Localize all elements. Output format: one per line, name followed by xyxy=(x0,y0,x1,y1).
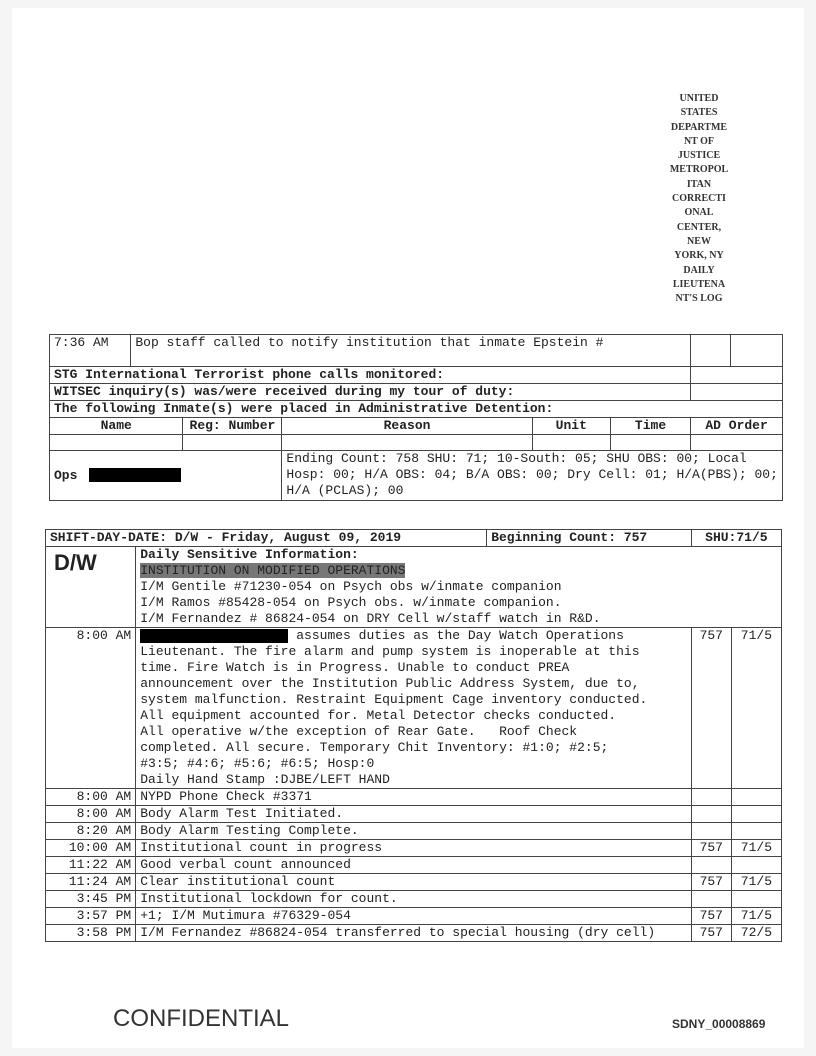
entry-count xyxy=(691,857,731,874)
entry-text: Body Alarm Test Initiated. xyxy=(136,806,692,823)
entry-text: NYPD Phone Check #3371 xyxy=(136,789,692,806)
entry-count: 757 xyxy=(691,908,731,925)
sensitive-line: I/M Ramos #85428-054 on Psych obs. w/inmate companion. xyxy=(140,595,562,610)
entry-shu: 71/5 xyxy=(731,908,781,925)
notice-time: 7:36 AM xyxy=(50,335,131,367)
modified-ops-highlight: INSTITUTION ON MODIFIED OPERATIONS xyxy=(140,563,406,578)
shift-day-date: SHIFT-DAY-DATE: D/W - Friday, August 09, 2019 xyxy=(46,530,487,547)
header-line: CENTER, xyxy=(676,221,722,233)
entry-shu: 71/5 xyxy=(731,840,781,857)
col-name: Name xyxy=(50,418,183,435)
table-row xyxy=(46,908,782,925)
table-row xyxy=(46,789,782,806)
table-row xyxy=(46,823,782,840)
ending-count: Ending Count: 758 SHU: 71; 10-South: 05; SHU OBS: 00; Local Hosp: 00; H/A OBS: 04; B/A OBS: 00; Dry Cell: 01; H/A(PBS); 00; H/A (PCLAS); 00 xyxy=(282,451,783,501)
entry-count: 757 xyxy=(691,628,731,789)
sensitive-title: Daily Sensitive Information: xyxy=(140,547,359,562)
entry-text: I/M Fernandez #86824-054 transferred to special housing (dry cell) xyxy=(136,925,692,942)
entry-shu xyxy=(731,823,781,840)
bates-number: SDNY_00008869 xyxy=(672,1017,766,1031)
notification-table xyxy=(49,334,783,501)
entry-time: 8:00 AM xyxy=(46,628,136,789)
entry-count: 757 xyxy=(691,840,731,857)
table-row xyxy=(46,840,782,857)
header-line: DEPARTME xyxy=(670,121,728,133)
entry-text: Institutional count in progress xyxy=(136,840,692,857)
entry-time: 3:58 PM xyxy=(46,925,136,942)
ops-label: Ops xyxy=(54,467,78,483)
header-line: UNITED xyxy=(679,93,719,104)
entry-time: 3:45 PM xyxy=(46,891,136,908)
entry-text: Body Alarm Testing Complete. xyxy=(136,823,692,840)
entry-text: assumes duties as the Day Watch Operations Lieutenant. The fire alarm and pump system is inoperable at this time. Fire Watch is in Progress. Unable to conduct PREA announcement over the Institution Public Address System, due to, system malfunction. Restraint Equipment Cage inventory conducted. All equipment accounted for. Metal Detector checks conducted. All operative w/the exception of Rear Gate. Roof Check completed. All secure. Temporary Chit Inventory: #1:0; #2:5; #3:5; #4:6; #5:6; #6:5; Hosp:0 Daily Hand Stamp :DJBE/LEFT HAND xyxy=(136,628,692,789)
entry-time: 11:22 AM xyxy=(46,857,136,874)
witsec-label: WITSEC inquiry(s) was/were received during my tour of duty: xyxy=(50,384,691,401)
notice-text: Bop staff called to notify institution that inmate Epstein # xyxy=(131,335,691,367)
header-line: DAILY xyxy=(683,264,715,276)
sensitive-info xyxy=(136,547,782,628)
header-line: METROPOL xyxy=(669,164,729,176)
entry-time: 10:00 AM xyxy=(46,840,136,857)
entry-time: 8:00 AM xyxy=(46,806,136,823)
entry-count xyxy=(691,806,731,823)
header-line: NEW xyxy=(687,235,711,247)
dw-label: D/W xyxy=(54,550,97,575)
header-line: ITAN xyxy=(686,178,712,190)
entry-time: 11:24 AM xyxy=(46,874,136,891)
header-line: YORK, NY xyxy=(674,250,724,262)
header-line: CORRECTI xyxy=(672,193,726,205)
entry-count: 757 xyxy=(691,925,731,942)
beginning-count: Beginning Count: 757 xyxy=(487,530,692,547)
table-row xyxy=(46,806,782,823)
entry-time: 8:00 AM xyxy=(46,789,136,806)
entry-shu: 72/5 xyxy=(731,925,781,942)
entry-shu xyxy=(731,857,781,874)
entry-count xyxy=(691,789,731,806)
entry-shu: 71/5 xyxy=(731,874,781,891)
table-row xyxy=(46,891,782,908)
header-line: ONAL xyxy=(684,207,714,219)
entry-time: 8:20 AM xyxy=(46,823,136,840)
entry-count: 757 xyxy=(691,874,731,891)
redaction-bar xyxy=(89,468,181,482)
entry-shu xyxy=(731,806,781,823)
col-ad-order: AD Order xyxy=(691,418,783,435)
entry-shu xyxy=(731,789,781,806)
redaction-bar xyxy=(140,629,288,643)
shu-count: SHU:71/5 xyxy=(691,530,781,547)
log-header xyxy=(664,92,734,306)
entry-text: Good verbal count announced xyxy=(136,857,692,874)
header-line: NT'S LOG xyxy=(675,293,723,305)
entry-shu: 71/5 xyxy=(731,628,781,789)
col-unit: Unit xyxy=(532,418,610,435)
dw-cell xyxy=(46,547,136,628)
sensitive-line: I/M Fernandez # 86824-054 on DRY Cell w/staff watch in R&D. xyxy=(140,611,601,626)
admin-detention-label: The following Inmate(s) were placed in Administrative Detention: xyxy=(50,401,783,418)
entry-text: Clear institutional count xyxy=(136,874,692,891)
entry-count xyxy=(691,891,731,908)
entry-time: 3:57 PM xyxy=(46,908,136,925)
table-row xyxy=(46,857,782,874)
entry-text: +1; I/M Mutimura #76329-054 xyxy=(136,908,692,925)
header-line: NT OF xyxy=(683,135,715,147)
entry-count xyxy=(691,823,731,840)
header-line: JUSTICE xyxy=(677,150,721,162)
col-reason: Reason xyxy=(282,418,532,435)
table-row xyxy=(46,925,782,942)
shift-log-table xyxy=(45,529,782,942)
ops-cell xyxy=(50,451,282,501)
table-row xyxy=(46,874,782,891)
entry-text: Institutional lockdown for count. xyxy=(136,891,692,908)
sensitive-line: I/M Gentile #71230-054 on Psych obs w/inmate companion xyxy=(140,579,562,594)
col-reg-number: Reg: Number xyxy=(183,418,282,435)
confidential-label: CONFIDENTIAL xyxy=(113,1005,290,1032)
entry-shu xyxy=(731,891,781,908)
stg-label: STG International Terrorist phone calls monitored: xyxy=(50,367,691,384)
header-line: STATES xyxy=(680,107,718,119)
col-time: Time xyxy=(610,418,690,435)
header-line: LIEUTENA xyxy=(672,278,726,290)
